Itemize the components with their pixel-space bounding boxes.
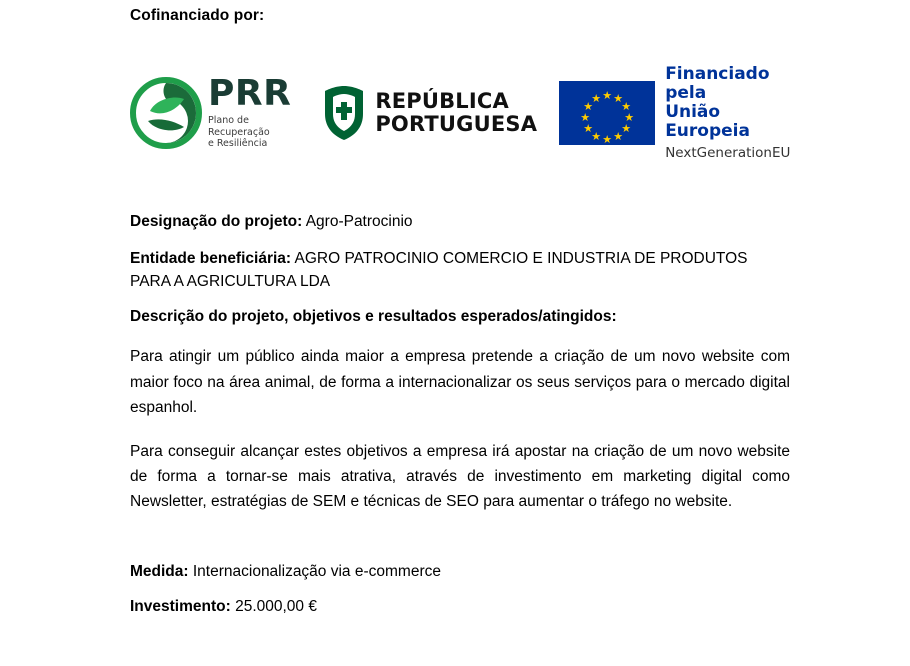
rp-line2: PORTUGUESA — [375, 112, 538, 136]
funding-logos-row — [130, 64, 791, 161]
investment-label: Investimento: — [130, 597, 231, 615]
eu-line1: Financiado pela — [665, 64, 770, 104]
prr-logo — [130, 72, 292, 151]
eu-line2: União Europeia — [665, 102, 750, 142]
republica-portuguesa-text — [375, 90, 537, 135]
designation-value: Agro-Patrocinio — [302, 213, 413, 230]
measure-field — [130, 561, 790, 583]
beneficiary-label: Entidade beneficiária: — [130, 250, 292, 268]
designation-label: Designação do projeto: — [130, 213, 303, 230]
prr-subtitle-line1: Plano de Recuperação — [208, 114, 270, 138]
eu-line3: NextGenerationEU — [665, 144, 791, 161]
prr-wordmark: PRR — [208, 72, 292, 114]
republica-portuguesa-logo — [315, 84, 537, 142]
prr-leaf-icon — [130, 77, 202, 149]
measure-value: Internacionalização via e-commerce — [188, 563, 441, 581]
cofinanced-label: Cofinanciado por: — [130, 7, 265, 24]
portugal-shield-icon — [321, 84, 367, 142]
eu-flag-icon: ★ ★ ★ ★ ★ ★ ★ ★ ★ ★ ★ ★ — [559, 81, 655, 145]
prr-text-block — [208, 72, 292, 151]
description-heading: Descrição do projeto, objetivos e resultados esperados/atingidos: — [130, 308, 617, 326]
description-paragraph-1: Para atingir um público ainda maior a empresa pretende a criação de um novo website com maior foco na área animal, de forma a internacionalizar os seus serviços para o mercado digital espanhol. — [130, 348, 790, 416]
prr-subtitle-line2: e Resiliência — [208, 138, 268, 150]
beneficiary-value: AGRO PATROCINIO COMERCIO E INDUSTRIA DE PRODUTOS PARA A AGRICULTURA LDA — [130, 250, 748, 290]
eu-text-block — [665, 65, 790, 160]
document-content — [130, 0, 790, 633]
measure-label: Medida: — [130, 563, 189, 581]
section-spacer — [130, 533, 790, 561]
european-union-logo — [559, 65, 790, 160]
designation-field — [130, 211, 790, 233]
description-paragraph-2: Para conseguir alcançar estes objetivos a empresa irá apostar na criação de um novo website de forma a tornar-se mais atrativa, através de investimento em marketing digital como Newsletter, estratégias de SEM e técnicas de SEO para aumentar o tráfego no website. — [130, 442, 790, 510]
beneficiary-field — [130, 248, 790, 293]
project-details — [130, 211, 790, 618]
rp-line1: REPÚBLICA — [375, 89, 509, 114]
investment-field — [130, 596, 790, 618]
investment-value: 25.000,00 € — [230, 597, 317, 615]
